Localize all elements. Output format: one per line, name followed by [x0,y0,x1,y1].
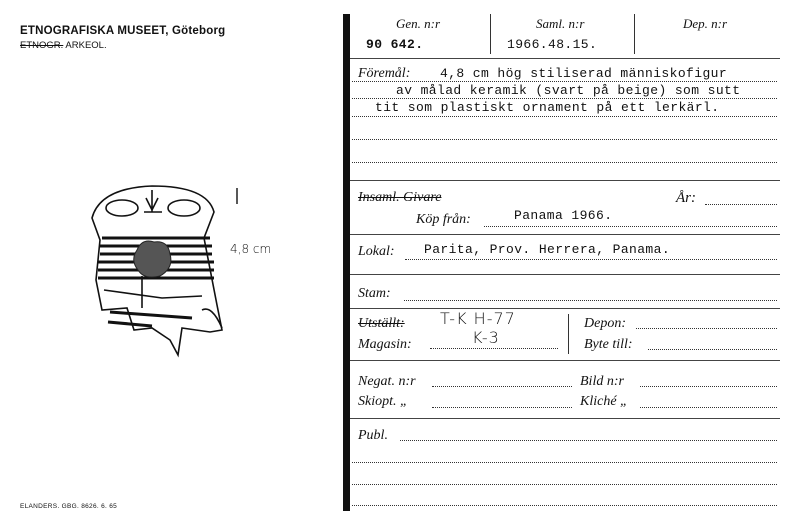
divider [490,14,491,54]
dotted-line [636,328,777,329]
dotted-line [404,300,777,301]
magasin-label: Magasin: [358,337,412,352]
dotted-line [352,484,777,485]
section-rule [350,308,780,309]
section-rule [350,180,780,181]
dotted-line [352,98,777,99]
section-rule [350,274,780,275]
gen-label: Gen. n:r [396,16,441,31]
header-rule [350,58,780,59]
utstallt-value: T-K H-77 [440,309,516,328]
byte-label: Byte till: [584,337,633,352]
bild-label: Bild n:r [580,374,624,389]
dotted-line [352,139,777,140]
foremal-label: Föremål: [358,66,411,81]
kop-value: Panama 1966. [514,208,613,223]
dotted-line [400,440,777,441]
card-spine [343,14,350,511]
dotted-line [640,407,777,408]
dotted-line [352,505,777,506]
dotted-line [352,81,777,82]
saml-value: 1966.48.15. [507,37,598,52]
kliche-label: Kliché „ [580,394,628,409]
magasin-value: K-3 [472,328,500,347]
stam-label: Stam: [358,286,391,301]
foremal-line-2: av målad keramik (svart på beige) som sutt [396,83,741,98]
depon-label: Depon: [584,316,626,331]
divider [568,314,569,354]
dotted-line [432,407,572,408]
dotted-line [352,116,777,117]
museum-name: ETNOGRAFISKA MUSEET, Göteborg [20,25,226,37]
kop-label: Köp från: [416,212,471,227]
dotted-line [484,226,777,227]
department-name: ARKEOL. [65,40,107,51]
lokal-label: Lokal: [358,244,395,259]
section-rule [350,418,780,419]
dotted-line [352,162,777,163]
saml-label: Saml. n:r [536,16,585,31]
printer-line: ELANDERS. GBG. 8626. 6. 65 [20,503,118,510]
dotted-line [640,386,777,387]
insamlare-label: Insaml. Givare [358,190,442,205]
department-struck: ETNOGR. [20,40,64,51]
negat-label: Negat. n:r [358,374,416,389]
ar-label: År: [676,190,696,206]
section-rule [350,360,780,361]
dep-label: Dep. n:r [683,16,728,31]
foremal-line-3: tit som plastiskt ornament på ett lerkärl. [375,100,720,115]
foremal-line-1: 4,8 cm hög stiliserad människofigur [440,66,728,81]
department-line [20,40,107,51]
skiopt-label: Skiopt. „ [358,394,408,409]
dotted-line [705,204,777,205]
size-note: 4,8 cm [230,242,272,256]
lokal-value: Parita, Prov. Herrera, Panama. [424,242,671,257]
artifact-sketch [82,180,242,360]
dotted-line [648,349,777,350]
dotted-line [430,348,558,349]
gen-value: 90 642. [366,37,424,52]
dotted-line [352,462,777,463]
dotted-line [405,259,777,260]
divider [634,14,635,54]
publ-label: Publ. [358,428,388,443]
section-rule [350,234,780,235]
dotted-line [432,386,572,387]
utstallt-label: Utställt: [358,316,405,331]
